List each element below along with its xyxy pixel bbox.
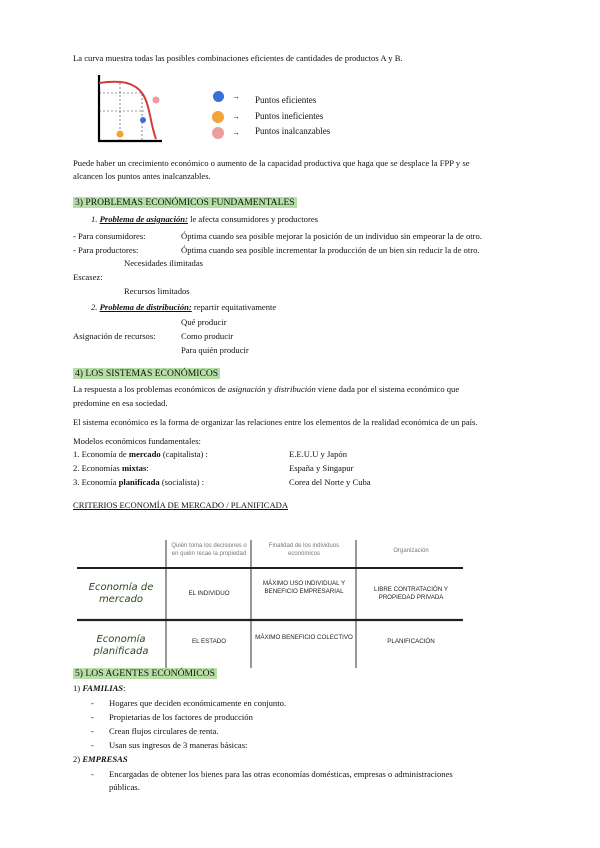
- bullet: -: [91, 769, 94, 779]
- families-item: Usan sus ingresos de 3 maneras básicas:: [109, 740, 248, 750]
- growth-text-line-1: Puede haber un crecimiento económico o aumento de la capacidad productiva que haga que se desplace la FPP y se: [73, 158, 470, 168]
- header-purpose: Finalidad de los individuos económicos: [268, 543, 340, 557]
- arrow-icon: →: [232, 128, 240, 137]
- text: asignación: [227, 384, 266, 394]
- families-item: Propietarias de los factores de producción: [109, 712, 253, 722]
- cell-market-organization: LIBRE CONTRATACIÓN Y PROPIEDAD PRIVADA: [374, 586, 448, 601]
- growth-text-line-2: alcancen los puntos antes inalcanzables.: [73, 171, 211, 181]
- problem-distribution: [91, 302, 276, 312]
- text: distribución: [274, 384, 316, 394]
- producers-label: - Para productores:: [73, 245, 139, 255]
- bullet: -: [91, 698, 94, 708]
- text: :: [146, 463, 149, 473]
- intro-text: La curva muestra todas las posibles combinaciones eficientes de cantidades de productos A y B.: [73, 53, 403, 63]
- efficient-point: [140, 117, 146, 123]
- ppf-curve: [99, 82, 156, 139]
- text: 1): [73, 683, 83, 693]
- families-item: Crean flujos circulares de renta.: [109, 726, 219, 736]
- ppf-graph: [92, 71, 164, 149]
- row-label-planned: Economía planificada: [93, 634, 149, 657]
- response-text-line-1: [73, 384, 459, 394]
- consumers-text: Óptima cuando sea posible mejorar la posición de un individuo sin empeorar la de otro.: [181, 231, 482, 241]
- section-3-heading: 3) PROBLEMAS ECONÓMICOS FUNDAMENTALES: [75, 197, 295, 208]
- scarcity-label: Escasez:: [73, 272, 103, 282]
- companies-heading: [73, 754, 128, 764]
- model-planned-examples: Corea del Norte y Cuba: [289, 477, 371, 487]
- text: 2): [73, 754, 83, 764]
- response-text-line-2: predomine en esa sociedad.: [73, 398, 168, 408]
- legend-dot-efficient: [213, 91, 224, 102]
- companies-item-line-2: públicas.: [109, 782, 140, 792]
- text: (socialista) :: [159, 477, 205, 487]
- allocation-label: Asignación de recursos:: [73, 331, 156, 341]
- section-5-heading: 5) LOS AGENTES ECONÓMICOS: [75, 668, 215, 679]
- text: y: [265, 384, 275, 394]
- text: planificada: [118, 477, 160, 487]
- legend-dot-inefficient: [212, 111, 224, 123]
- text: 2. Economías: [73, 463, 122, 473]
- header-decision: Quién toma los decisiones o en quién recae la propiedad: [171, 543, 247, 557]
- families-heading: [73, 683, 125, 693]
- criteria-title: CRITERIOS ECONOMÍA DE MERCADO / PLANIFICADA: [73, 500, 289, 510]
- cell-market-decision: EL INDIVIDUO: [188, 590, 230, 597]
- text: :: [123, 683, 126, 693]
- text: 3. Economía: [73, 477, 119, 487]
- cell-planned-organization: PLANIFICACIÓN: [387, 638, 435, 645]
- unattainable-point: [153, 97, 160, 104]
- cell-planned-purpose: MÁXIMO BENEFICIO COLECTIVO: [255, 634, 353, 641]
- problem-assignment: [91, 214, 318, 224]
- item-number: 2.: [91, 302, 98, 312]
- model-mixed-examples: España y Singapur: [289, 463, 354, 473]
- whom-text: Para quién producir: [181, 345, 249, 355]
- problem-distribution-text: repartir equitativamente: [191, 302, 277, 312]
- definition-text: El sistema económico es la forma de organizar las relaciones entre los elementos de la realidad económica de un país.: [73, 417, 478, 427]
- text: La respuesta a los problemas económicos de: [73, 384, 228, 394]
- model-planned: [73, 477, 204, 487]
- text: 1. Economía de: [73, 449, 129, 459]
- arrow-icon: →: [232, 112, 240, 121]
- header-organization: Organización: [393, 548, 429, 554]
- problem-assignment-title: Problema de asignación:: [99, 214, 188, 224]
- what-text: Qué producir: [181, 317, 227, 327]
- item-number: 1.: [91, 214, 98, 224]
- models-label: Modelos económicos fundamentales:: [73, 436, 201, 446]
- families-title: FAMILIAS: [82, 683, 124, 693]
- section-4-heading: 4) LOS SISTEMAS ECONÓMICOS: [75, 368, 219, 379]
- model-market: [73, 449, 208, 459]
- legend-dot-unattainable: [212, 127, 224, 139]
- problem-distribution-title: Problema de distribución:: [99, 302, 192, 312]
- cell-market-purpose: MÁXIMO USO INDIVIDUAL Y BENEFICIO EMPRESARIAL: [262, 580, 346, 595]
- text: (capitalista) :: [160, 449, 208, 459]
- criteria-table: [77, 528, 463, 668]
- bullet: -: [91, 726, 94, 736]
- bullet: -: [91, 740, 94, 750]
- inefficient-point: [117, 131, 124, 138]
- legend-label-inefficient: Puntos ineficientes: [255, 111, 324, 121]
- how-text: Como producir: [181, 331, 234, 341]
- families-item: Hogares que deciden económicamente en conjunto.: [109, 698, 287, 708]
- cell-planned-decision: EL ESTADO: [191, 638, 227, 645]
- arrow-icon: →: [232, 92, 240, 101]
- row-label-market: Economía de mercado: [88, 582, 154, 605]
- companies-item-line-1: Encargadas de obtener los bienes para las otras economías domésticas, empresas o administraciones: [109, 769, 453, 779]
- producers-text: Óptima cuando sea posible incrementar la producción de un bien sin reducir la de otro.: [181, 245, 480, 255]
- problem-assignment-text: le afecta consumidores y productores: [187, 214, 318, 224]
- model-market-examples: E.E.U.U y Japón: [289, 449, 347, 459]
- legend-label-efficient: Puntos eficientes: [255, 95, 317, 105]
- text: mixtas: [121, 463, 147, 473]
- text: mercado: [128, 449, 161, 459]
- consumers-label: - Para consumidores:: [73, 231, 146, 241]
- model-mixed: [73, 463, 149, 473]
- text: viene dada por el sistema económico que: [315, 384, 460, 394]
- companies-title: EMPRESAS: [82, 754, 128, 764]
- needs-text: Necesidades ilimitadas: [124, 258, 203, 268]
- bullet: -: [91, 712, 94, 722]
- resources-text: Recursos limitados: [124, 286, 190, 296]
- legend-label-unattainable: Puntos inalcanzables: [255, 126, 331, 136]
